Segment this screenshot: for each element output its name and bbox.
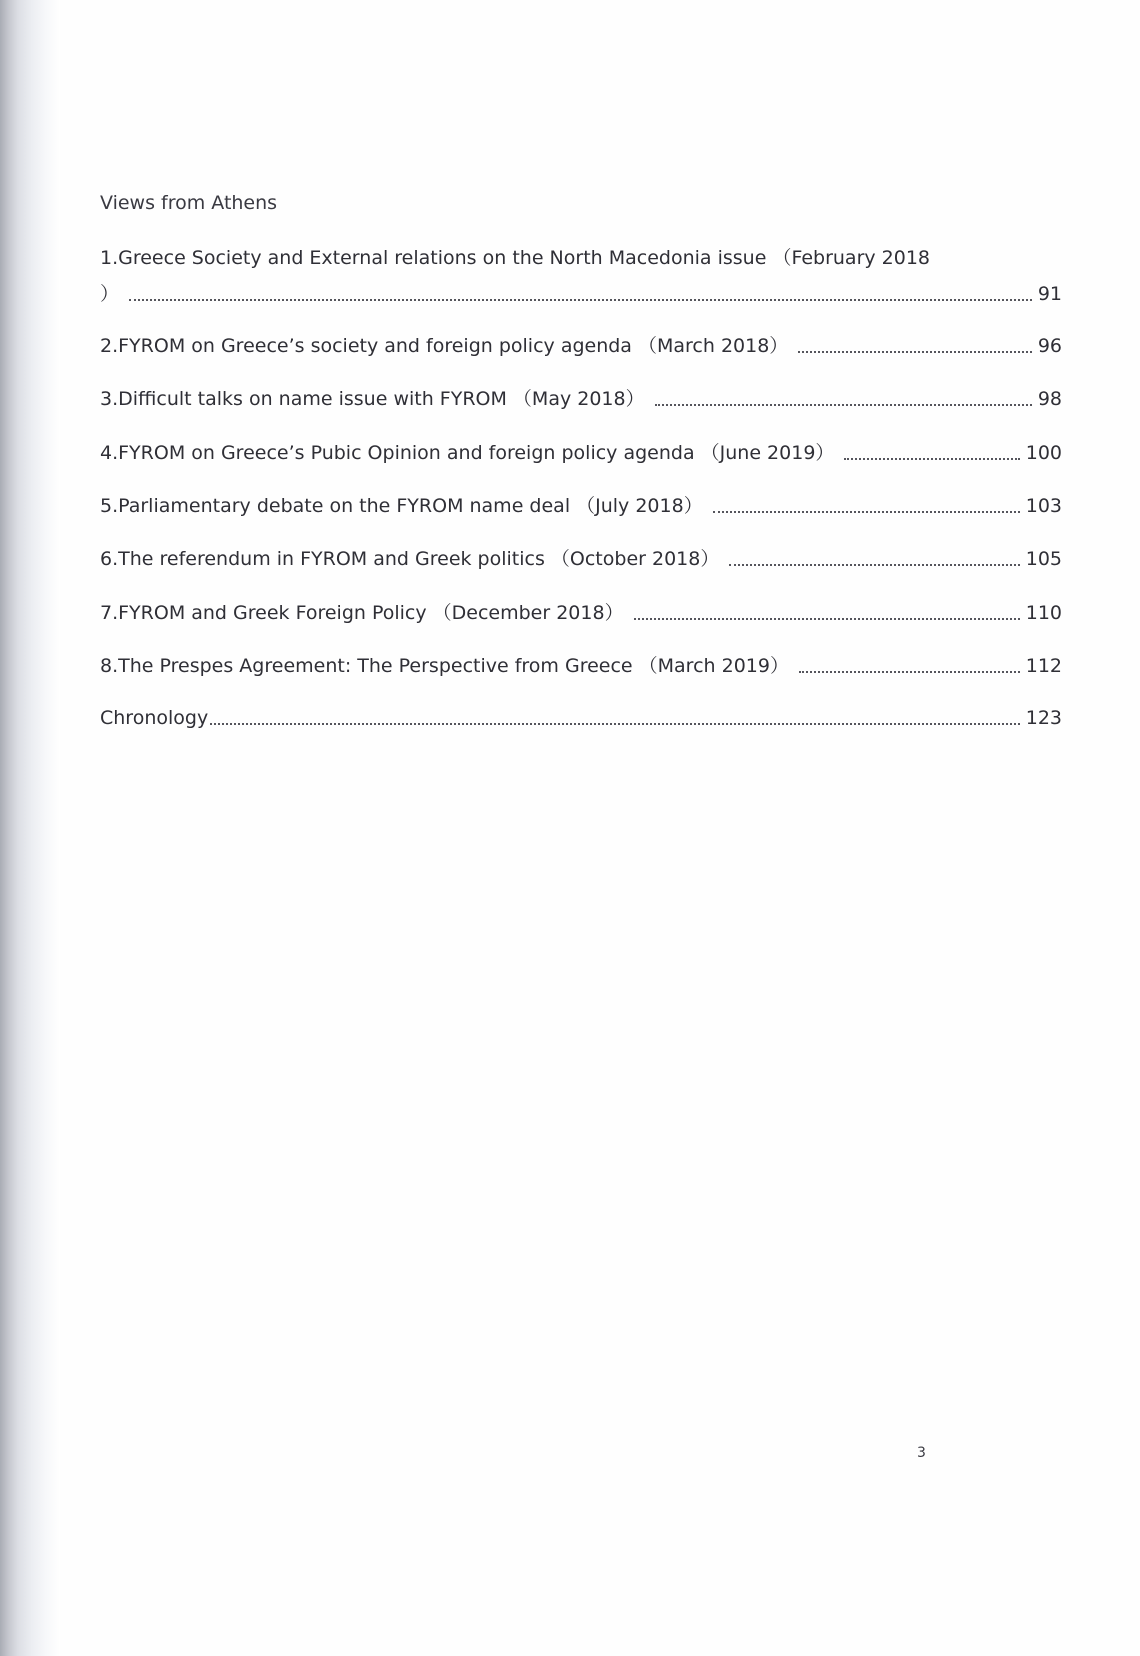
toc-entry-page: 123 bbox=[1025, 707, 1062, 729]
page-number: 3 bbox=[917, 1445, 926, 1461]
toc-entry-title-continuation: ） bbox=[100, 283, 120, 305]
toc-entry-page: 103 bbox=[1025, 495, 1062, 517]
toc-entry-page: 98 bbox=[1037, 388, 1062, 410]
toc-entry-title: 8.The Prespes Agreement: The Perspective from Greece （March 2019） bbox=[100, 655, 789, 677]
dot-leader bbox=[713, 494, 1020, 518]
dot-leader bbox=[798, 334, 1032, 358]
toc-entry[interactable] bbox=[100, 494, 1062, 518]
toc-entry-title: 5.Parliamentary debate on the FYROM name deal （July 2018） bbox=[100, 495, 703, 517]
toc-entry-title: Chronology bbox=[100, 707, 209, 729]
toc-entry[interactable] bbox=[100, 601, 1062, 625]
dot-leader bbox=[210, 706, 1020, 730]
scan-shadow-edge bbox=[0, 0, 60, 1656]
dot-leader bbox=[634, 601, 1020, 625]
toc-entry-title: 7.FYROM and Greek Foreign Policy （December 2018） bbox=[100, 602, 624, 624]
toc-entry-title: 6.The referendum in FYROM and Greek politics （October 2018） bbox=[100, 548, 720, 570]
section-heading: Views from Athens bbox=[100, 192, 278, 214]
toc-entry[interactable] bbox=[100, 654, 1062, 678]
toc-entry-page: 100 bbox=[1025, 442, 1062, 464]
toc-entry-page: 105 bbox=[1025, 548, 1062, 570]
dot-leader bbox=[844, 441, 1019, 465]
toc-entry[interactable] bbox=[100, 706, 1062, 730]
toc-entry-title: 4.FYROM on Greece’s Pubic Opinion and foreign policy agenda （June 2019） bbox=[100, 442, 835, 464]
dot-leader bbox=[655, 387, 1032, 411]
toc-entry[interactable] bbox=[100, 441, 1062, 465]
toc-entry-page: 91 bbox=[1037, 283, 1062, 305]
toc-entry[interactable] bbox=[100, 547, 1062, 571]
toc-entry-title: 1.Greece Society and External relations on the North Macedonia issue （February 2018 bbox=[100, 247, 931, 269]
dot-leader bbox=[799, 654, 1020, 678]
dot-leader bbox=[129, 282, 1032, 306]
toc-entry-title: 3.Difficult talks on name issue with FYROM （May 2018） bbox=[100, 388, 645, 410]
toc-entry-page: 96 bbox=[1037, 335, 1062, 357]
dot-leader bbox=[729, 547, 1019, 571]
toc-entry-page: 112 bbox=[1025, 655, 1062, 677]
toc-entry-page: 110 bbox=[1025, 602, 1062, 624]
toc-entry[interactable] bbox=[100, 387, 1062, 411]
toc-entry[interactable] bbox=[100, 334, 1062, 358]
toc-entry[interactable] bbox=[100, 246, 1062, 306]
toc-entry-title: 2.FYROM on Greece’s society and foreign policy agenda （March 2018） bbox=[100, 335, 789, 357]
